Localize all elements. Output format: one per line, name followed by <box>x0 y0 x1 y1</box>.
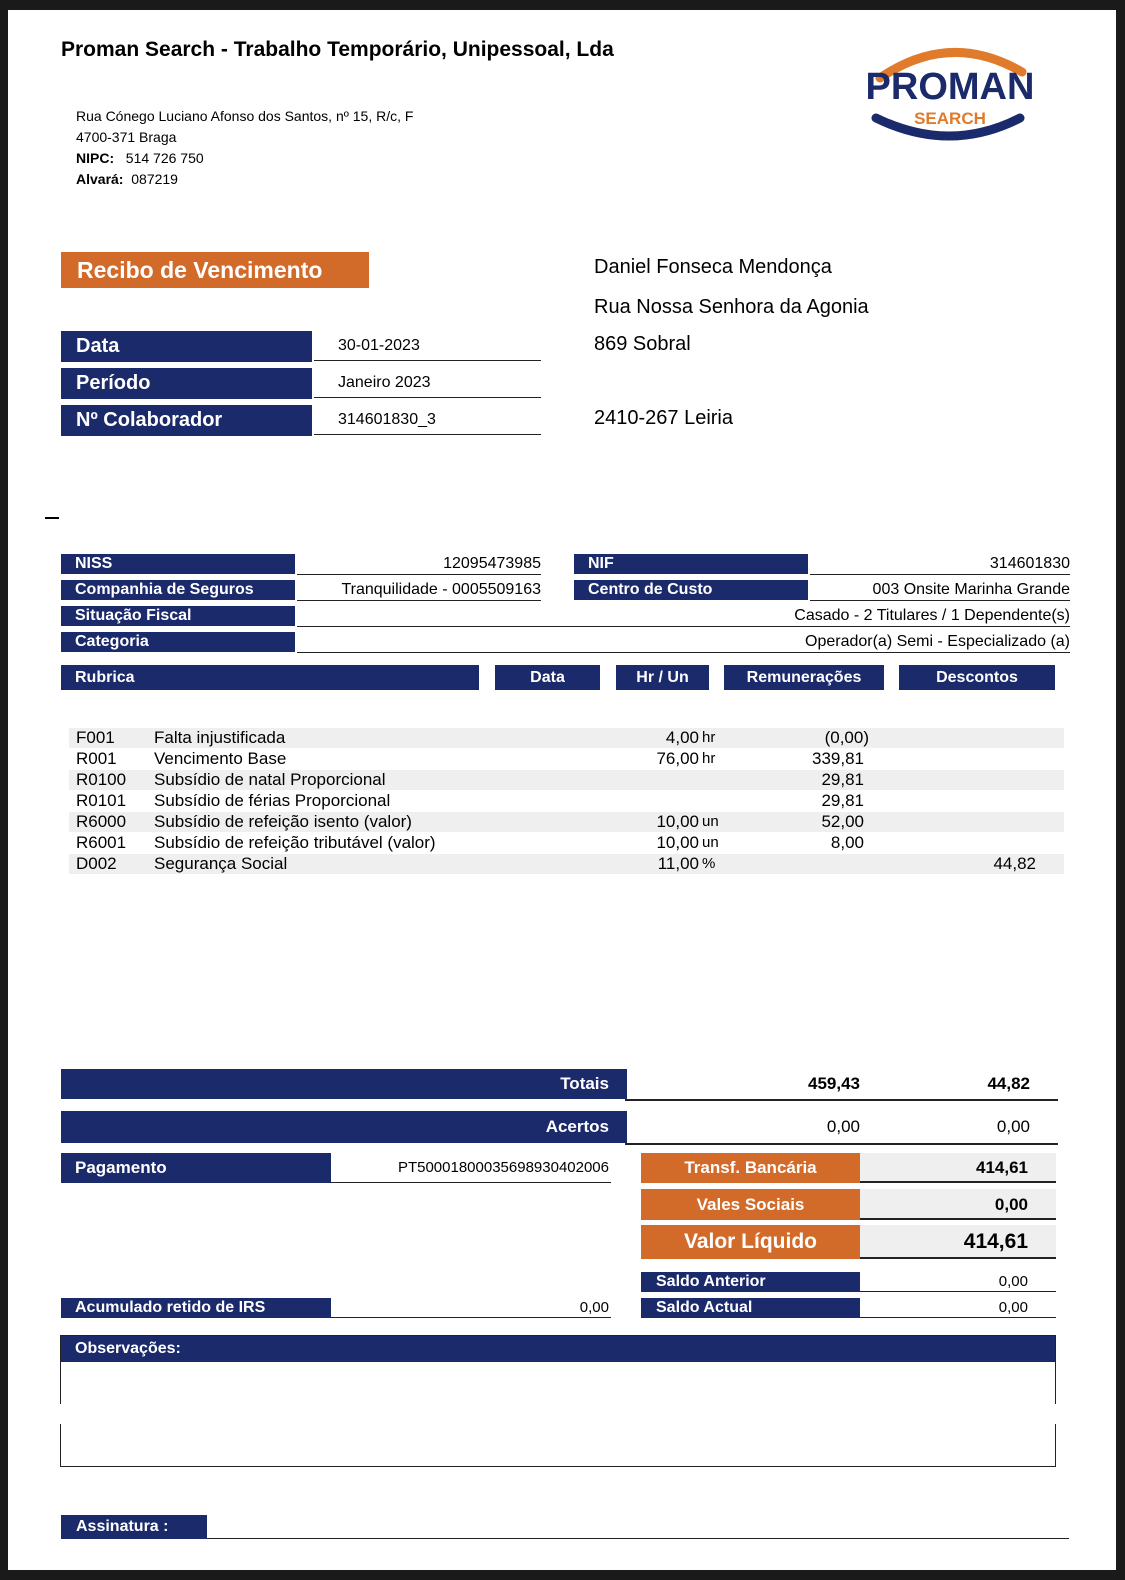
header-rubrica: Rubrica <box>61 665 479 690</box>
svg-text:PROMAN: PROMAN <box>865 66 1035 108</box>
recipient-locality: 869 Sobral <box>594 333 691 355</box>
company-name: Proman Search - Trabalho Temporário, Unipessoal, Lda <box>61 38 614 61</box>
table-row: R0101 Subsídio de férias Proporcional 29,81 <box>76 791 864 810</box>
saldo-actual-label: Saldo Actual <box>641 1298 860 1318</box>
acertos-descontos: 0,00 <box>996 1117 1030 1136</box>
company-alvara: Alvará: 087219 <box>76 171 178 187</box>
separator-dash <box>45 517 59 519</box>
irs-label: Acumulado retido de IRS <box>61 1298 331 1318</box>
header-descontos: Descontos <box>899 665 1055 690</box>
signature-line <box>207 1538 1069 1539</box>
table-row: R6001 Subsídio de refeição tributável (valor) 10,00 un 8,00 <box>76 833 864 852</box>
receipt-title: Recibo de Vencimento <box>61 252 369 288</box>
observacoes-label: Observações: <box>61 1336 1055 1362</box>
header-hrun: Hr / Un <box>616 665 709 690</box>
table-row: D002 Segurança Social 11,00 % 44,82 <box>69 854 1064 874</box>
vales-value: 0,00 <box>860 1189 1056 1220</box>
assinatura-label: Assinatura : <box>61 1515 207 1539</box>
transf-label: Transf. Bancária <box>641 1153 860 1183</box>
data-label: Data <box>61 331 312 362</box>
niss-value: 12095473985 <box>297 554 541 575</box>
periodo-value: Janeiro 2023 <box>314 368 541 398</box>
colaborador-value: 314601830_3 <box>314 405 541 435</box>
payslip-page <box>8 10 1116 1570</box>
company-address <box>76 106 413 190</box>
totais-label: Totais <box>61 1069 625 1099</box>
seguros-value: Tranquilidade - 0005509163 <box>297 580 541 601</box>
pagamento-label: Pagamento <box>61 1153 331 1183</box>
fiscal-label: Situação Fiscal <box>61 606 295 626</box>
nif-label: NIF <box>574 554 808 574</box>
table-row: F001 Falta injustificada 4,00 hr (0,00) <box>69 728 1064 748</box>
header-remuneracoes: Remunerações <box>724 665 884 690</box>
colaborador-label: Nº Colaborador <box>61 405 312 436</box>
pagamento-iban: PT50001800035698930402006 <box>331 1153 611 1183</box>
recipient-name: Daniel Fonseca Mendonça <box>594 256 832 278</box>
observacoes-box <box>60 1335 1056 1467</box>
company-address-line2: 4700-371 Braga <box>76 129 177 145</box>
totais-values <box>625 1069 1058 1101</box>
custo-label: Centro de Custo <box>574 580 808 600</box>
categoria-label: Categoria <box>61 632 295 652</box>
saldo-anterior-label: Saldo Anterior <box>641 1272 860 1292</box>
vales-label: Vales Sociais <box>641 1189 860 1220</box>
table-row: R0100 Subsídio de natal Proporcional 29,81 <box>69 770 1064 790</box>
recipient-street: Rua Nossa Senhora da Agonia <box>594 296 869 318</box>
acertos-label: Acertos <box>61 1111 625 1143</box>
proman-logo <box>850 36 1050 146</box>
liquido-label: Valor Líquido <box>641 1225 860 1259</box>
custo-value: 003 Onsite Marinha Grande <box>810 580 1070 601</box>
niss-label: NISS <box>61 554 295 574</box>
company-nipc: NIPC: 514 726 750 <box>76 150 204 166</box>
header-data: Data <box>495 665 600 690</box>
totais-remuneracoes: 459,43 <box>808 1074 860 1093</box>
table-row: R6000 Subsídio de refeição isento (valor) 10,00 un 52,00 <box>69 812 1064 832</box>
liquido-value: 414,61 <box>860 1225 1056 1259</box>
seguros-label: Companhia de Seguros <box>61 580 295 600</box>
nif-value: 314601830 <box>810 554 1070 575</box>
acertos-remuneracoes: 0,00 <box>826 1117 860 1136</box>
data-value: 30-01-2023 <box>314 331 541 361</box>
table-row: R001 Vencimento Base 76,00 hr 339,81 <box>76 749 864 768</box>
categoria-value: Operador(a) Semi - Especializado (a) <box>297 632 1070 653</box>
recipient-postal: 2410-267 Leiria <box>594 407 733 429</box>
company-address-line1: Rua Cónego Luciano Afonso dos Santos, nº 15, R/c, F <box>76 108 414 124</box>
svg-text:SEARCH: SEARCH <box>914 109 986 128</box>
irs-value: 0,00 <box>331 1298 611 1318</box>
totais-descontos: 44,82 <box>987 1074 1030 1093</box>
transf-value: 414,61 <box>860 1153 1056 1183</box>
saldo-actual-value: 0,00 <box>860 1298 1056 1318</box>
saldo-anterior-value: 0,00 <box>860 1272 1056 1292</box>
acertos-values <box>625 1111 1058 1145</box>
periodo-label: Período <box>61 368 312 399</box>
fiscal-value: Casado - 2 Titulares / 1 Dependente(s) <box>297 606 1070 627</box>
